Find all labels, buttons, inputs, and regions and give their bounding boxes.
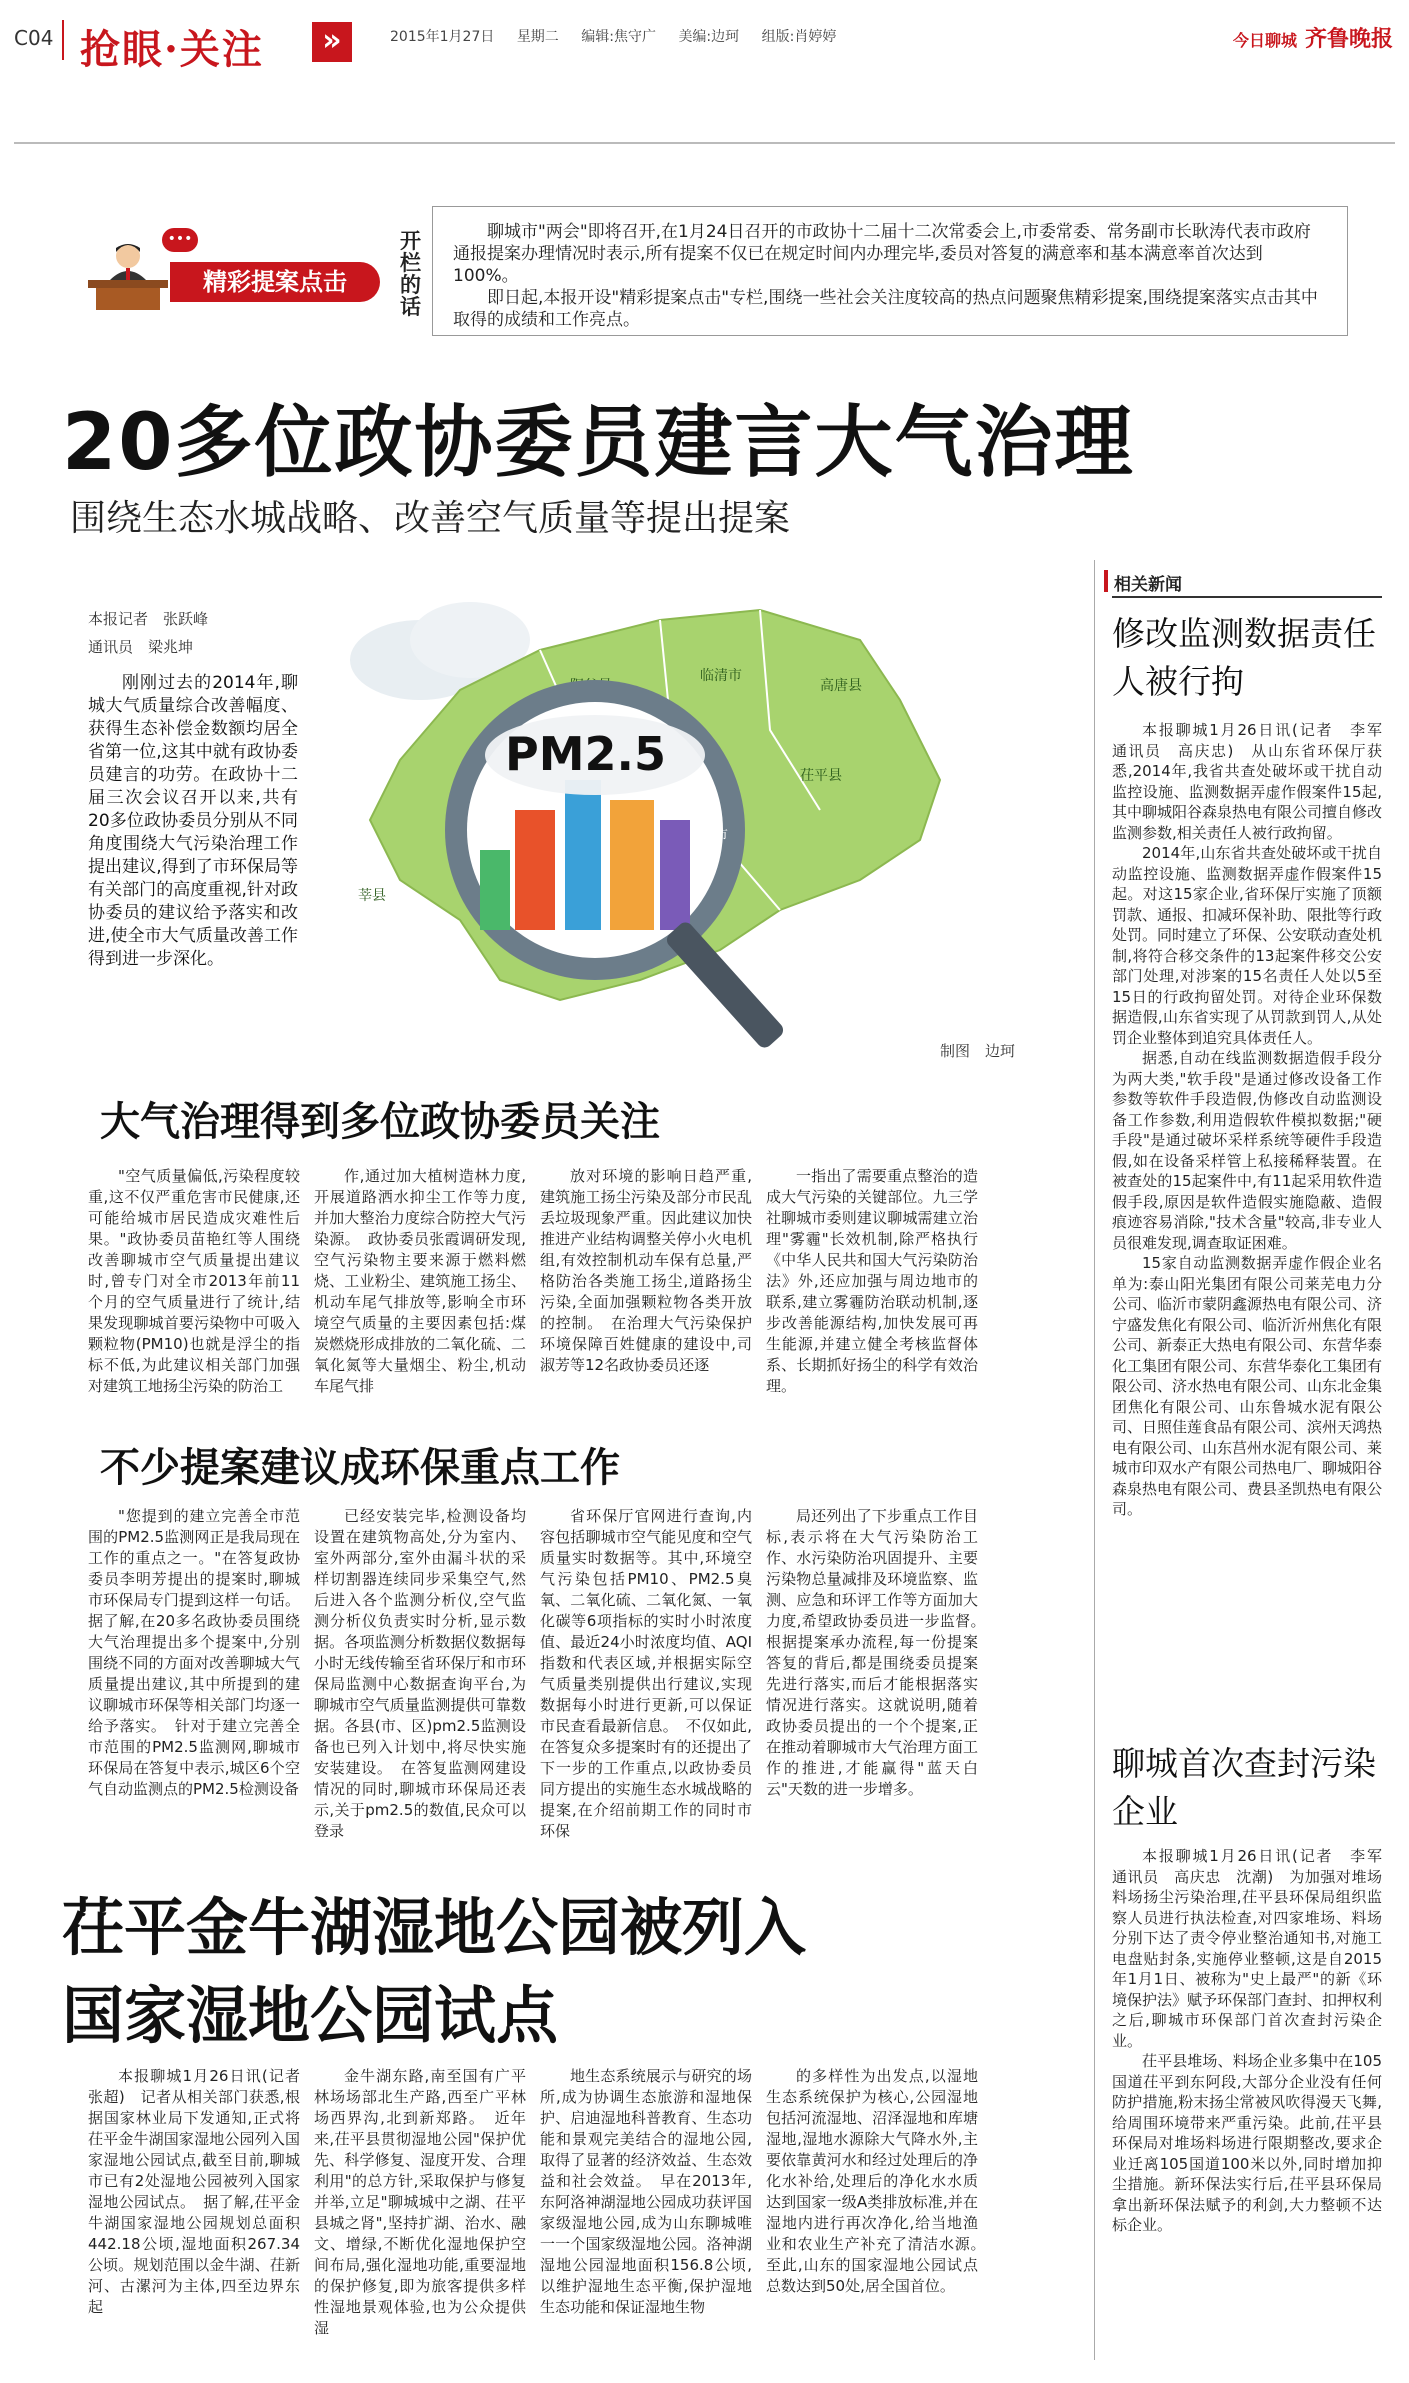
section-heading: 大气治理得到多位政协委员关注: [100, 1099, 660, 1145]
article-column: [766, 2066, 994, 2297]
speech-bubble-icon: •••: [162, 228, 198, 252]
article-column: [88, 1506, 300, 1800]
brand-edition: 今日聊城: [1232, 31, 1297, 50]
opener-label: 开栏的话: [400, 229, 421, 319]
byline-reporter: 本报记者 张跃峰: [88, 610, 209, 628]
sidebar-label-bar: [1104, 570, 1108, 592]
opener-box: [432, 206, 1348, 336]
sidebar-label: 相关新闻: [1114, 575, 1182, 595]
headline: 20多位政协委员建言大气治理: [62, 398, 1135, 488]
sidebar-story1-body: [1112, 720, 1398, 1520]
speaker-figure-icon: [88, 240, 168, 310]
article-column: [540, 2066, 752, 2318]
place-label: 莘县: [358, 888, 386, 904]
editor: 编辑:焦守广: [581, 29, 656, 45]
article2-headline-line2: 国家湿地公园试点: [62, 1979, 559, 2052]
column-text: 作,通过加大植树造林力度,开展道路洒水抑尘工作等力度,并加大整治力度综合防控大气污染源。 政协委员张霞调研发现,空气污染物主要来源于燃料燃烧、工业粉尘、建筑施工扬尘、机动车尾气排放等,影响全市环境空气质量的主要因素包括:煤炭燃烧形成排放的二氧化硫、二氧化氮等大量烟尘、粉尘,机动车尾气排: [314, 1167, 526, 1395]
pm25-label: PM2.5: [505, 727, 666, 781]
building-icon: [515, 810, 555, 930]
brand-name: 齐鲁晚报: [1304, 26, 1393, 52]
building-icon: [660, 820, 690, 930]
article-column: [766, 1166, 978, 1397]
article-column: [314, 2066, 526, 2339]
header-separator: [62, 20, 64, 60]
section-title: 抢眼·关注: [80, 26, 264, 73]
column-text: 一指出了需要重点整治的造成大气污染的关键部位。九三学社聊城市委则建议聊城需建立治理"雾霾"长效机制,除严格执行《中华人民共和国大气污染防治法》外,还应加强与周边地市的联系,建立雾霾防治联动机制,逐步改善能源结构,加快发展可再生能源,并建立健全考核监督体系、长期抓好扬尘的科学有效治理。: [766, 1167, 978, 1395]
byline-correspondent: 通讯员 梁兆坤: [88, 638, 194, 656]
column-text: "您提到的建立完善全市范围的PM2.5监测网正是我局现在工作的重点之一。"在答复政协委员李明芳提出的提案时,聊城市环保局专门提到这样一句话。据了解,在20多名政协委员围绕大气治理提出多个提案中,分别围绕不同的方面对改善聊城大气质量提出建议,其中所提到的建议聊城市环保等相关部门均逐一给予落实。 针对于建立完善全市范围的PM2.5监测网,聊城市环保局在答复中表示,城区6个空气自动监测点的PM2.5检测设备: [88, 1507, 300, 1798]
sidebar-label-rule: [1112, 596, 1382, 598]
map-caption: 制图 边珂: [940, 1042, 1016, 1060]
column-text: 金牛湖东路,南至国有广平林场场部北生产路,西至广平林场西界沟,北到新郑路。 近年来,茌平县贯彻湿地公园"保护优先、科学修复、湿度开发、合理利用"的总方针,采取保护与修复并举,立足"聊城城中之湖、茌平县城之肾",坚持扩湖、治水、融文、增绿,不断优化湿地保护空间布局,强化湿地功能,重要湿地的保护修复,即为旅客提供多样性湿地景观体验,也为公众提供湿: [314, 2067, 526, 2337]
column-text: "空气质量偏低,污染程度较重,这不仅严重危害市民健康,还可能给城市居民造成灾难性后果。"政协委员苗艳红等人围绕改善聊城市空气质量提出建议时,曾专门对全市2013年前11个月的空气质量进行了统计,结果发现聊城首要污染物中可吸入颗粒物(PM10)也就是浮尘的指标不低,为此建议相关部门加强对建筑工地扬尘污染的防治工: [88, 1167, 300, 1395]
sidebar-paragraph: 2014年,山东省共查处破坏或干扰自动监控设施、监测数据弄虚作假案件15起。对这15家企业,省环保厅实施了顶额罚款、通报、扣减环保补助、限批等行政处罚。同时建立了环保、公安联动查处机制,将符合移交条件的13起案件移交公安部门处理,对涉案的15名责任人处以5至15日的行政拘留处罚。对待企业环保数据造假,山东省实现了从罚款到罚人,从处罚企业整体到追究具体责任人。: [1112, 844, 1383, 1047]
subheadline: 围绕生态水城战略、改善空气质量等提出提案: [70, 498, 791, 539]
building-icon: [610, 800, 654, 930]
sidebar-divider: [1094, 560, 1095, 2360]
building-icon: [565, 780, 601, 930]
article-column: [314, 1166, 526, 1397]
issue-weekday: 星期二: [516, 29, 559, 45]
building-icon: [480, 850, 510, 930]
header-info: [390, 26, 854, 46]
article-column: [88, 2066, 316, 2318]
column-text: 局还列出了下步重点工作目标,表示将在大气污染防治工作、水污染防治巩固提升、主要污染物总量减排及环境监察、监测、应急和环评工作等方面加大力度,希望政协委员进一步监督。 根据提案承办流程,每一份提案答复的背后,都是围绕委员提案先进行落实,而后才能根据落实情况进行落实。这就说明,随着政协委员提出的一个个提案,正在推动着聊城市大气治理方面工作的推进,才能赢得"蓝天白云"天数的进一步增多。: [766, 1507, 994, 1798]
opener-paragraph: 即日起,本报开设"精彩提案点击"专栏,围绕一些社会关注度较高的热点问题聚焦精彩提案,围绕提案落实点击其中取得的成绩和工作亮点。: [453, 288, 1318, 330]
sidebar-paragraph: 15家自动监测数据弄虚作假企业名单为:泰山阳光集团有限公司莱芜电力分公司、临沂市蒙阴鑫源热电有限公司、济宁盛发焦化有限公司、临沂沂州焦化有限公司、新泰正大热电有限公司、东营华泰化工集团有限公司、东营华泰化工集团有限公司、济水热电有限公司、山东北金集团焦化有限公司、山东鲁城水泥有限公司、日照佳莲食品有限公司、滨州天鸿热电有限公司、山东莒州水泥有限公司、莱城市印双水产有限公司热电厂、聊城阳谷森泉热电有限公司、费县圣凯热电有限公司。: [1112, 1254, 1383, 1518]
article-column: [88, 1166, 300, 1397]
article-column: [314, 1506, 526, 1842]
sidebar-paragraph: 本报聊城1月26日讯(记者 李军 通讯员 高庆忠) 从山东省环保厅获悉,2014年,我省共查处破坏或干扰自动监控设施、监测数据弄虚作假案件15起,其中聊城阳谷森泉热电有限公司擅自修改监测参数,相关责任人被行政拘留。: [1112, 721, 1398, 842]
opener-paragraph: 聊城市"两会"即将召开,在1月24日召开的市政协十二届十二次常委会上,市委常委、常务副市长耿涛代表市政府通报提案办理情况时表示,所有提案不仅已在规定时间内办理完毕,委员对答复的满意率和基本满意率首次达到100%。: [453, 222, 1311, 286]
lead-text: 刚刚过去的2014年,聊城大气质量综合改善幅度、获得生态补偿金数额均居全省第一位,这其中就有政协委员建言的功劳。在政协十二届三次会议召开以来,共有20多位政协委员分别从不同角度围绕大气污染治理工作提出建议,得到了市环保局等有关部门的高度重视,针对政协委员的建议给予落实和改进,使全市大气质量改善工作得到进一步深化。: [88, 673, 298, 969]
column-text: 省环保厅官网进行查询,内容包括聊城市空气能见度和空气质量实时数据等。其中,环境空气污染包括PM10、PM2.5臭氧、二氧化硫、二氧化氮、一氧化碳等6项指标的实时小时浓度值、最近24小时浓度均值、AQI指数和代表区域,并根据实际空气质量类别提供出行建议,实现数据每小时进行更新,可以保证市民查看最新信息。 不仅如此,在答复众多提案时有的还提出了下一步的工作重点,以政协委员同方提出的实施生态水城战略的提案,在介绍前期工作的同时市环保: [540, 1507, 752, 1840]
place-label: 高唐县: [820, 678, 862, 694]
art-editor: 美编:边珂: [678, 29, 740, 45]
sidebar-paragraph: 据悉,自动在线监测数据造假手段分为两大类,"软手段"是通过修改设备工作参数等软件手段造假,伪修改自动监测设备工作参数,利用造假软件模拟数据;"硬手段"是通过破坏采样系统等硬件手段造假,如在设备采样管上私接稀释装置。在被查处的15起案件中,有11起采用软件造假手段,原因是软件造假实施隐蔽、造假痕迹容易消除,"技术含量"较高,非专业人员很难发现,调查取证困难。: [1112, 1049, 1382, 1252]
page-code: C04: [14, 26, 54, 50]
section-arrow-icon: »: [312, 22, 352, 62]
article-column: [540, 1166, 752, 1376]
column-text: 已经安装完毕,检测设备均设置在建筑物高处,分为室内、室外两部分,室外由漏斗状的采样切割器连续同步采集空气,然后进入各个监测分析仪,空气监测分析仪负责实时分析,显示数据。各项监测分析数据仪数据每小时无线传输至省环保厅和市环保局监测中心数据查询平台,为聊城市空气质量监测提供可靠数据。各县(市、区)pm2.5监测设备也已列入计划中,将尽快实施安装建设。 在答复监测网建设情况的同时,聊城市环保局还表示,关于pm2.5的数值,民众可以登录: [314, 1507, 526, 1840]
sidebar-story2-body: [1112, 1846, 1398, 2236]
place-label: 临清市: [700, 668, 742, 684]
sidebar-story2-title: 聊城首次查封污染企业: [1112, 1744, 1376, 1831]
pm25-map-illustration: [340, 580, 1040, 1050]
article-column: [766, 1506, 994, 1800]
sidebar-paragraph: 本报聊城1月26日讯(记者 李军 通讯员 高庆忠 沈潮) 为加强对堆场料场扬尘污染治理,茌平县环保局组织监察人员进行执法检查,对四家堆场、料场分别下达了责令停业整治通知书,对施工电盘贴封条,实施停业整顿,这是自2015年1月1日、被称为"史上最严"的新《环境保护法》赋予环保部门查封、扣押权利之后,聊城市环保部门首次查封污染企业。: [1112, 1847, 1398, 2050]
typesetter: 组版:肖婷婷: [761, 29, 837, 45]
section-heading: 不少提案建议成环保重点工作: [100, 1445, 620, 1491]
sidebar-story1-title: 修改监测数据责任人被行拘: [1112, 614, 1376, 701]
issue-date: 2015年1月27日: [390, 29, 495, 45]
article-column: [540, 1506, 752, 1842]
column-text: 地生态系统展示与研究的场所,成为协调生态旅游和湿地保护、启迪湿地科普教育、生态功能和景观完美结合的湿地公园,取得了显著的经济效益、生态效益和社会效益。 早在2013年,东阿洛神湖湿地公园成功获评国家级湿地公园,成为山东聊城唯一一个国家级湿地公园。洛神湖湿地公园湿地面积156.8公顷,以维护湿地生态平衡,保护湿地生态功能和保证湿地生物: [540, 2067, 752, 2316]
place-label: 茌平县: [800, 768, 842, 784]
place-label: 城市: [700, 828, 728, 844]
column-text: 放对环境的影响日趋严重,建筑施工扬尘污染及部分市民乱丢垃圾现象严重。因此建议加快推进产业结构调整关停小火电机组,有效控制机动车保有总量,严格防治各类施工扬尘,道路扬尘污染,全面加强颗粒物各类开放的控制。 在治理大气污染保护环境保障百姓健康的建设中,司淑芳等12名政协委员还逐: [540, 1167, 752, 1374]
header-rule: [14, 142, 1395, 144]
article2-headline-line1: 茌平金牛湖湿地公园被列入: [62, 1891, 807, 1964]
column-text: 本报聊城1月26日讯(记者 张超) 记者从相关部门获悉,根据国家林业局下发通知,正式将茌平金牛湖国家湿地公园列入国家湿地公园试点,截至目前,聊城市已有2处湿地公园被列入国家湿地公园试点。 据了解,茌平金牛湖国家湿地公园规划总面积442.18公顷,湿地面积267.34公顷。规划范围以金牛湖、茌新河、古漯河为主体,四至边界东起: [88, 2067, 316, 2316]
lead-paragraph: [88, 672, 298, 971]
column-badge: 精彩提案点击: [170, 262, 380, 302]
column-text: 的多样性为出发点,以湿地生态系统保护为核心,公园湿地包括河流湿地、沼泽湿地和库塘湿地,湿地水源除大气降水外,主要依靠黄河水和经过处理后的净化水补给,处理后的净化水水质达到国家一级A类排放标准,并在湿地内进行再次净化,给当地渔业和农业生产补充了清洁水源。 至此,山东的国家湿地公园试点总数达到50处,居全国首位。: [766, 2067, 994, 2295]
brand: [1233, 22, 1393, 53]
sidebar-paragraph: 茌平县堆场、料场企业多集中在105国道茌平到东阿段,大部分企业没有任何防护措施,粉末扬尘常被风吹得漫天飞舞,给周围环境带来严重污染。此前,茌平县环保局对堆场料场进行限期整改,要求企业迁离105国道100米以外,同时增加抑尘措施。新环保法实行后,茌平县环保局拿出新环保法赋予的利剑,大力整顿不达标企业。: [1112, 2052, 1382, 2234]
